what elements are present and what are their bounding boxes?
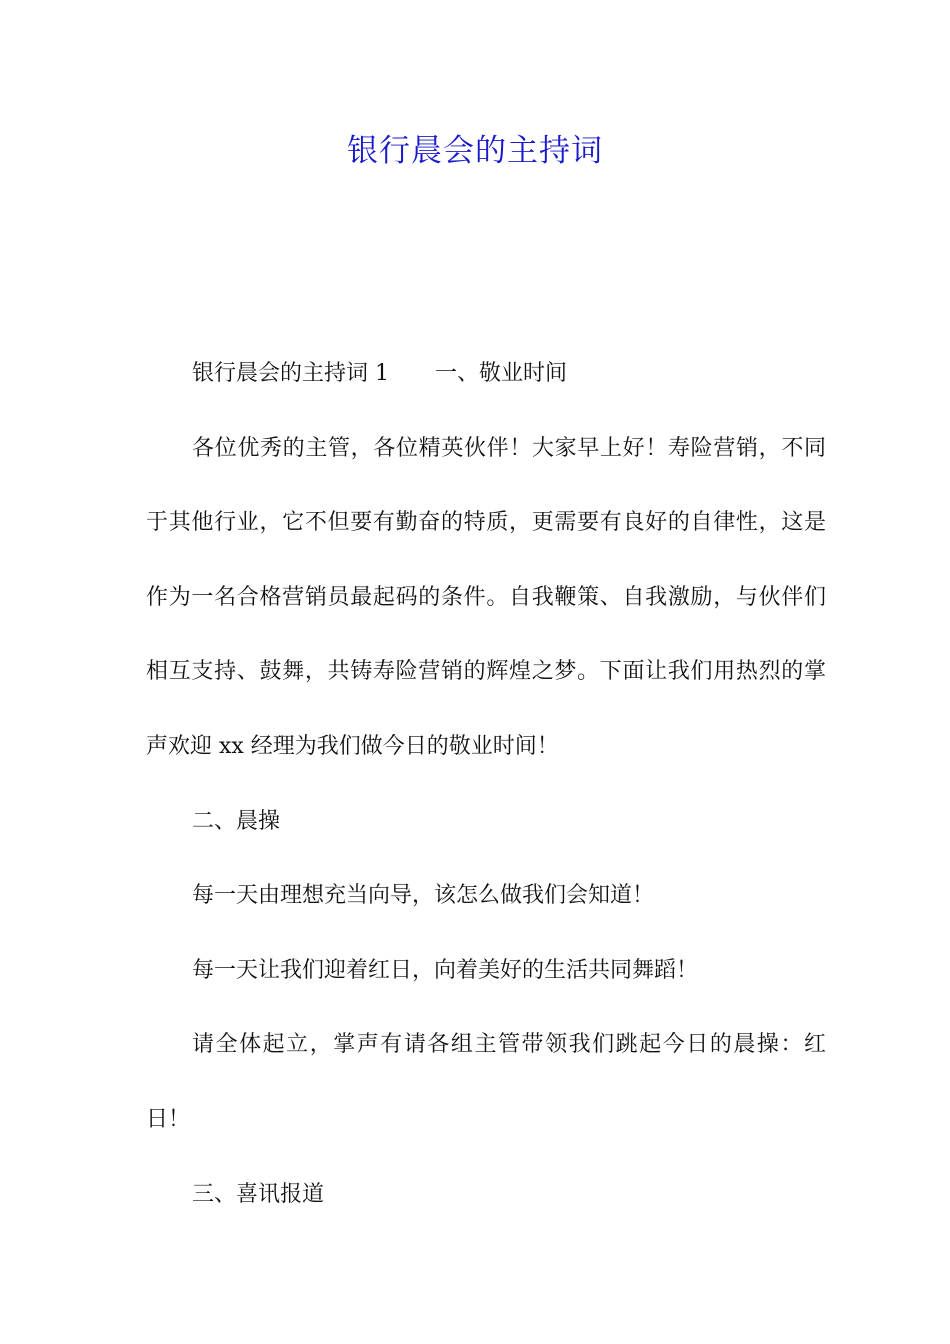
paragraph-3: 每一天由理想充当向导，该怎么做我们会知道！ [192, 883, 655, 909]
document-title: 银行晨会的主持词 [347, 133, 603, 169]
paragraph-2: 各位优秀的主管，各位精英伙伴！大家早上好！寿险营销，不同于其他行业，它不但要有勤奋的特质，更需要有良好的自律性，这是作为一名合格营销员最起码的条件。自我鞭策、自我激励，与伙伴们相互支持、鼓舞，共铸寿险营销的辉煌之梦。下面让我们用热烈的掌声欢迎 xx 经理为我们做今日的敬业时间！ [146, 435, 826, 759]
paragraph-1 [146, 337, 826, 412]
section-heading-1: 一、敬业时间 [435, 361, 568, 386]
section-heading-lead: 银行晨会的主持词 1 [192, 361, 389, 386]
paragraph-4: 每一天让我们迎着红日，向着美好的生活共同舞蹈！ [192, 957, 699, 983]
paragraph-5: 请全体起立，掌声有请各组主管带领我们跳起今日的晨操：红日！ [146, 1032, 826, 1132]
document-body [146, 337, 826, 1232]
section-heading-2: 二、晨操 [192, 808, 281, 834]
section-heading-3: 三、喜讯报道 [192, 1181, 325, 1207]
